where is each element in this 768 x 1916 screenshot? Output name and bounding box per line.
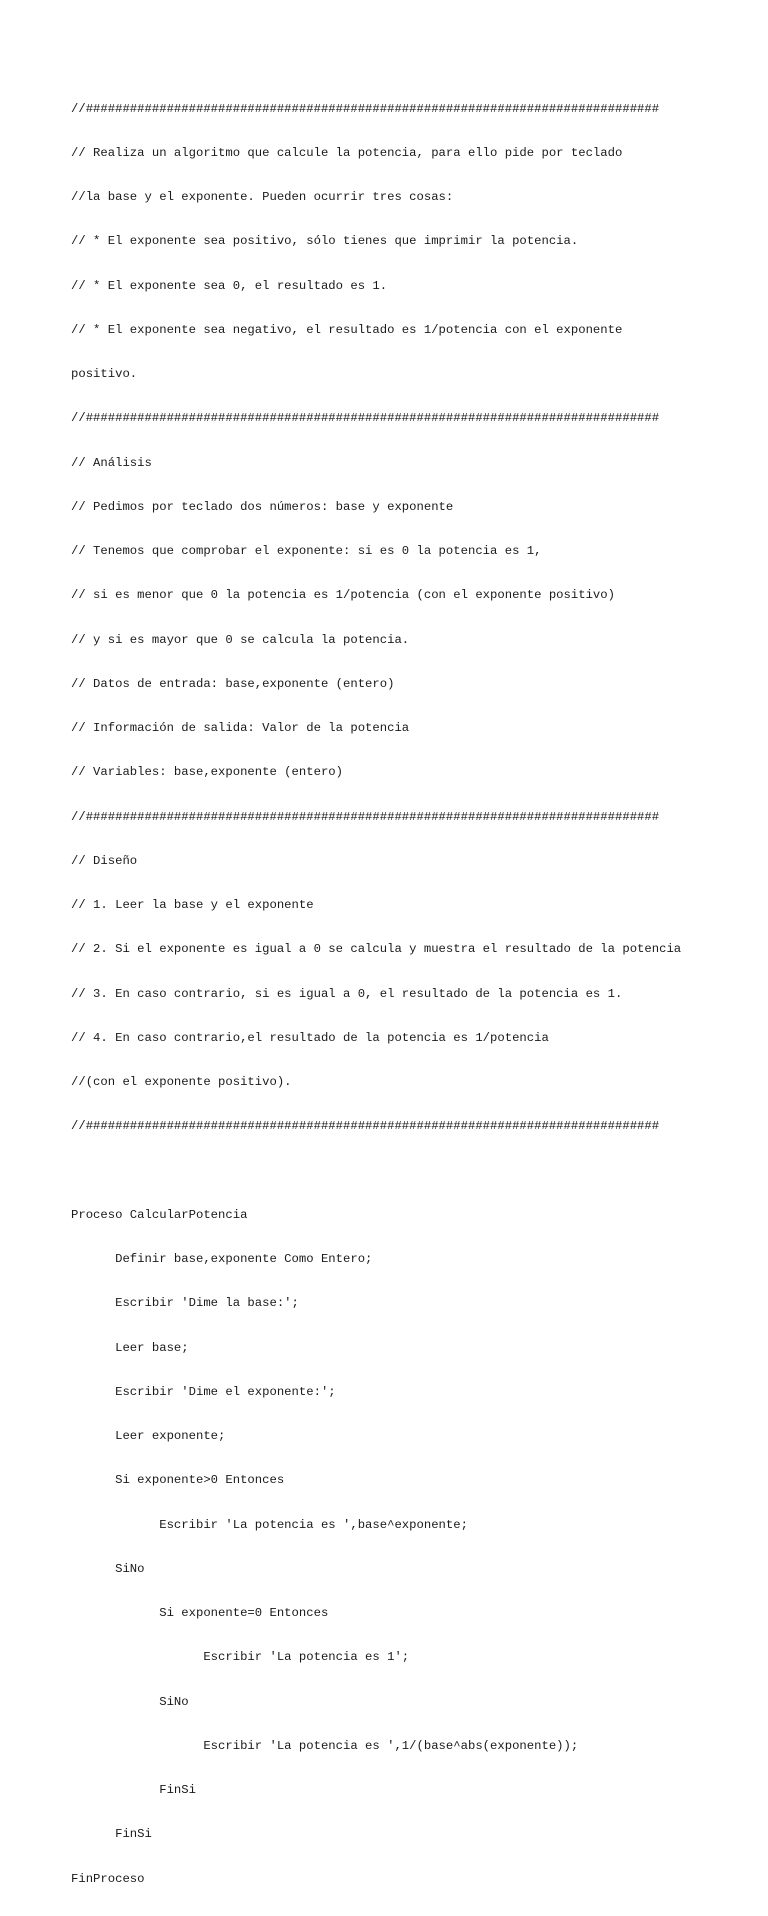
comment-line: // 3. En caso contrario, si es igual a 0, el resultado de la potencia es 1. — [71, 986, 623, 1001]
comment-line: // si es menor que 0 la potencia es 1/potencia (con el exponente positivo) — [71, 588, 615, 603]
code-listing — [71, 72, 761, 1916]
separator-line: //############################################################################## — [71, 101, 660, 116]
comment-line: // * El exponente sea 0, el resultado es 1. — [71, 278, 388, 293]
code-line: Proceso CalcularPotencia — [71, 1207, 248, 1222]
comment-line: // Tenemos que comprobar el exponente: si es 0 la potencia es 1, — [71, 544, 542, 558]
code-line: Leer base; — [71, 1340, 189, 1355]
code-line: SiNo — [71, 1561, 145, 1576]
separator-line: //############################################################################## — [71, 809, 660, 824]
blank-line — [71, 1164, 761, 1179]
section-heading-analisis: // Análisis — [71, 455, 152, 470]
code-line: FinSi — [71, 1783, 196, 1797]
comment-line: //la base y el exponente. Pueden ocurrir tres cosas: — [71, 190, 454, 204]
code-line: Escribir 'La potencia es ',1/(base^abs(exponente)); — [71, 1738, 579, 1753]
code-line: Definir base,exponente Como Entero; — [71, 1252, 373, 1266]
code-line: Escribir 'Dime la base:'; — [71, 1296, 299, 1311]
code-line: Si exponente>0 Entonces — [71, 1473, 285, 1488]
code-line: Si exponente=0 Entonces — [71, 1606, 329, 1620]
comment-line: // 1. Leer la base y el exponente — [71, 898, 314, 912]
comment-line: // Información de salida: Valor de la potencia — [71, 721, 410, 735]
code-line: FinProceso — [71, 1871, 145, 1886]
comment-line: // 2. Si el exponente es igual a 0 se calcula y muestra el resultado de la potencia — [71, 942, 682, 957]
comment-line: // Pedimos por teclado dos números: base y exponente — [71, 499, 454, 514]
separator-line: //############################################################################## — [71, 411, 660, 426]
comment-line: // Variables: base,exponente (entero) — [71, 765, 343, 780]
code-line: Escribir 'La potencia es ',base^exponente; — [71, 1517, 468, 1532]
code-line: Leer exponente; — [71, 1429, 226, 1443]
comment-line: // 4. En caso contrario,el resultado de la potencia es 1/potencia — [71, 1030, 549, 1045]
comment-line: //(con el exponente positivo). — [71, 1075, 292, 1089]
section-heading-diseno: // Diseño — [71, 853, 138, 868]
code-line: FinSi — [71, 1827, 152, 1842]
code-line: Escribir 'Dime el exponente:'; — [71, 1384, 336, 1399]
comment-line: // y si es mayor que 0 se calcula la potencia. — [71, 632, 410, 647]
comment-line: // Realiza un algoritmo que calcule la potencia, para ello pide por teclado — [71, 145, 623, 160]
code-line: Escribir 'La potencia es 1'; — [71, 1650, 410, 1665]
comment-line: // * El exponente sea positivo, sólo tienes que imprimir la potencia. — [71, 234, 579, 249]
comment-line: // * El exponente sea negativo, el resultado es 1/potencia con el exponente — [71, 322, 623, 337]
comment-line: // Datos de entrada: base,exponente (entero) — [71, 676, 395, 691]
code-line: SiNo — [71, 1694, 189, 1709]
separator-line: //############################################################################## — [71, 1119, 660, 1134]
comment-line: positivo. — [71, 367, 138, 381]
